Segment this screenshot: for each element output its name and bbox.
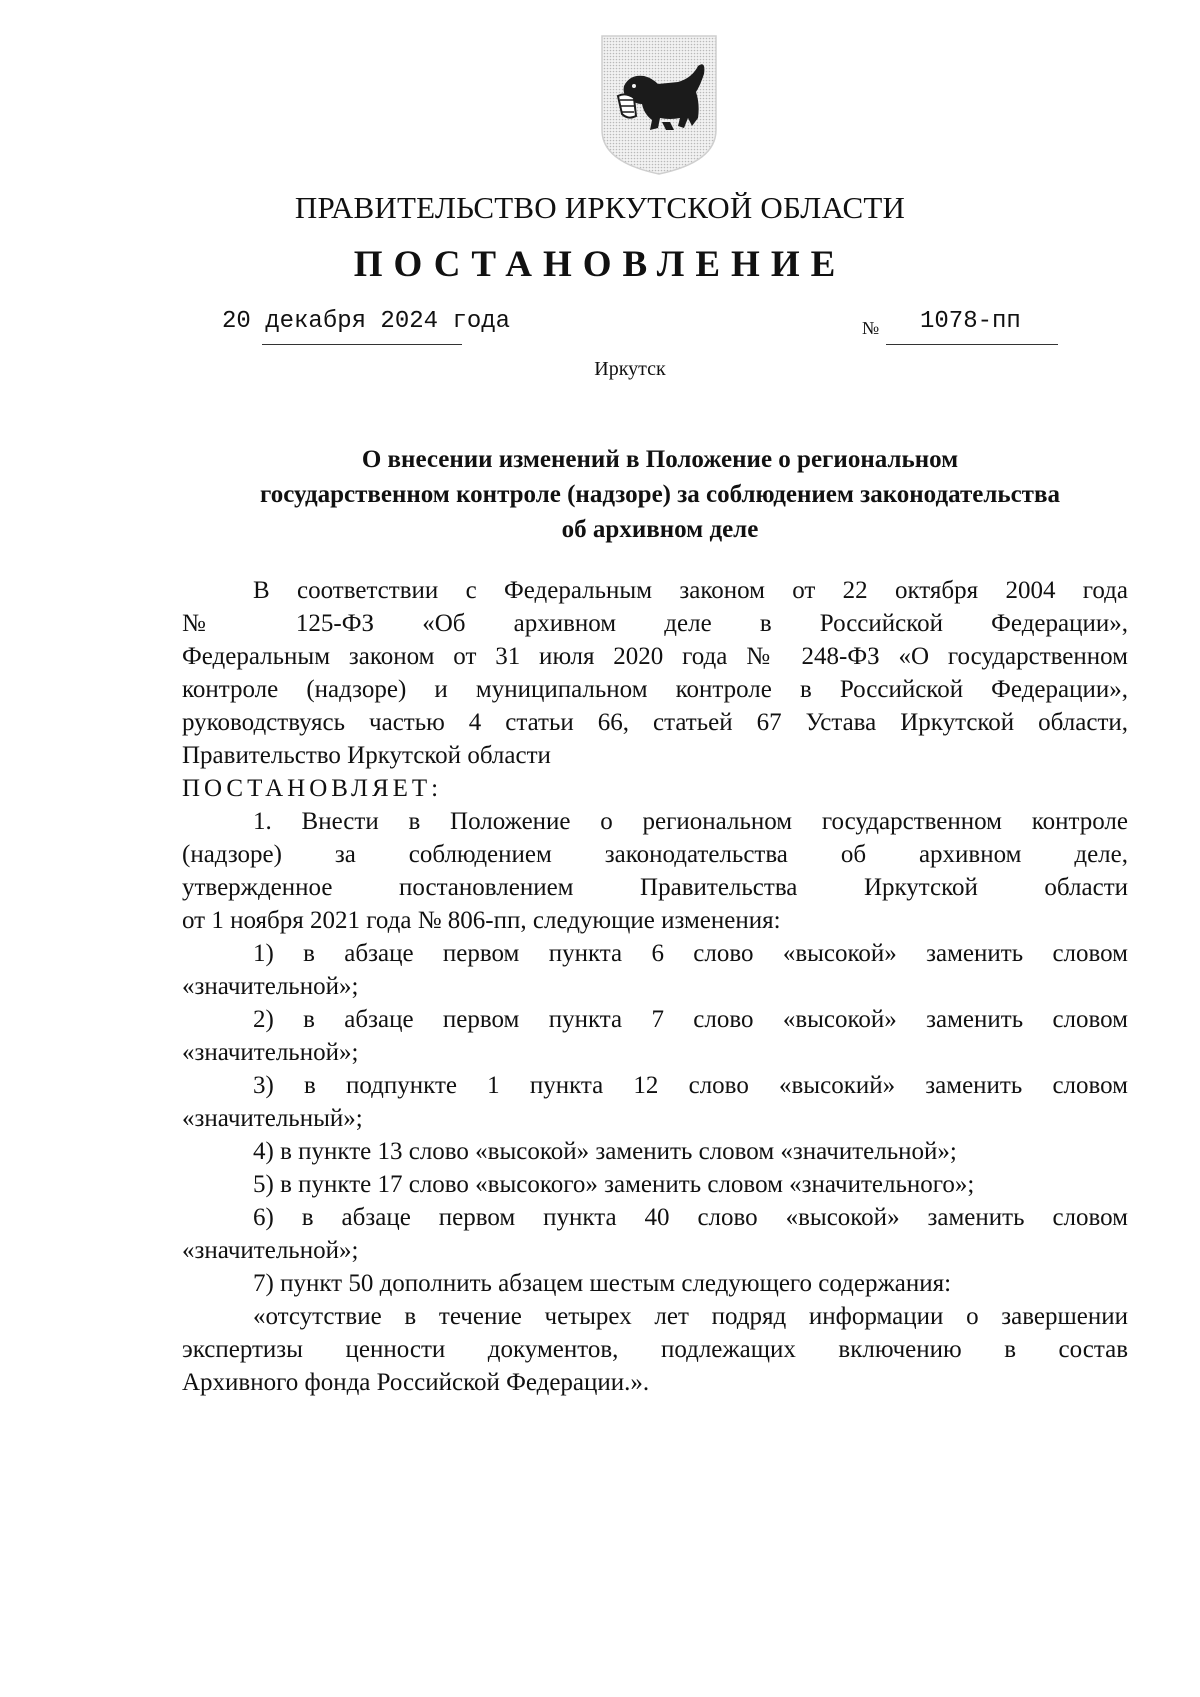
body-line: № 125-ФЗ «Об архивном деле в Российской Федерации», [182,610,1128,637]
subject-line: об архивном деле [561,516,759,543]
body-line: 3) в подпункте 1 пункта 12 слово «высокий» заменить словом [253,1072,1128,1099]
government-title: ПРАВИТЕЛЬСТВО ИРКУТСКОЙ ОБЛАСТИ [294,190,906,225]
body-line: Архивного фонда Российской Федерации.». [182,1369,650,1396]
sub-item-7 [182,1267,1128,1300]
sub-item-3 [182,1069,1128,1135]
body-line: «значительной»; [182,1039,359,1066]
body-line: (надзоре) за соблюдением законодательства об архивном деле, [182,841,1128,868]
body-line: Правительство Иркутской области [182,742,551,769]
body-line: экспертизы ценности документов, подлежащих включению в состав [182,1336,1128,1363]
sub-item-6 [182,1201,1128,1267]
body-line: руководствуясь частью 4 статьи 66, статьей 67 Устава Иркутской области, [182,709,1128,736]
sub-item-2 [182,1003,1128,1069]
body-line: от 1 ноября 2021 года № 806-пп, следующие изменения: [182,907,781,934]
quoted-addition [182,1300,1128,1399]
body-line: 6) в абзаце первом пункта 40 слово «высокой» заменить словом [253,1204,1128,1231]
number-sign: № [862,318,880,338]
irkutsk-babr-coat-of-arms-icon [600,34,718,176]
sub-item-1 [182,937,1128,1003]
body-line: утвержденное постановлением Правительства Иркутской области [182,874,1128,901]
body-line: 2) в абзаце первом пункта 7 слово «высокой» заменить словом [253,1006,1128,1033]
document-body [182,574,1128,1399]
document-number: 1078-пп [920,308,1021,335]
body-line: 1) в абзаце первом пункта 6 слово «высокой» заменить словом [253,940,1128,967]
body-line: «значительный»; [182,1105,363,1132]
body-line: 1. Внести в Положение о региональном государственном контроле [253,808,1128,835]
body-line: В соответствии с Федеральным законом от 22 октября 2004 года [253,577,1128,604]
body-line: «значительной»; [182,973,359,1000]
subject-line: государственном контроле (надзоре) за соблюдением законодательства [260,481,1060,508]
document-date: 20 декабря 2024 года [222,308,511,335]
body-line: Федеральным законом от 31 июля 2020 года № 248-ФЗ «О государственном [182,643,1128,670]
body-line: 4) в пункте 13 слово «высокой» заменить словом «значительной»; [253,1138,957,1165]
subject-line: О внесении изменений в Положение о региональном [361,446,959,473]
body-line: контроле (надзоре) и муниципальном контроле в Российской Федерации», [182,676,1128,703]
decree-word: ПОСТАНОВЛЯЕТ: [182,775,443,802]
number-underline [886,344,1058,345]
document-subject [180,442,1140,547]
body-line: «значительной»; [182,1237,359,1264]
body-line: 5) в пункте 17 слово «высокого» заменить словом «значительного»; [253,1171,975,1198]
body-line: «отсутствие в течение четырех лет подряд информации о завершении [253,1303,1128,1330]
document-type: ПОСТАНОВЛЕНИЕ [353,244,847,285]
issue-city: Иркутск [594,358,666,380]
preamble [182,574,1128,772]
date-underline [262,344,462,345]
sub-item-5 [182,1168,1128,1201]
item-1 [182,805,1128,937]
sub-item-4 [182,1135,1128,1168]
body-line: 7) пункт 50 дополнить абзацем шестым следующего содержания: [253,1270,952,1297]
